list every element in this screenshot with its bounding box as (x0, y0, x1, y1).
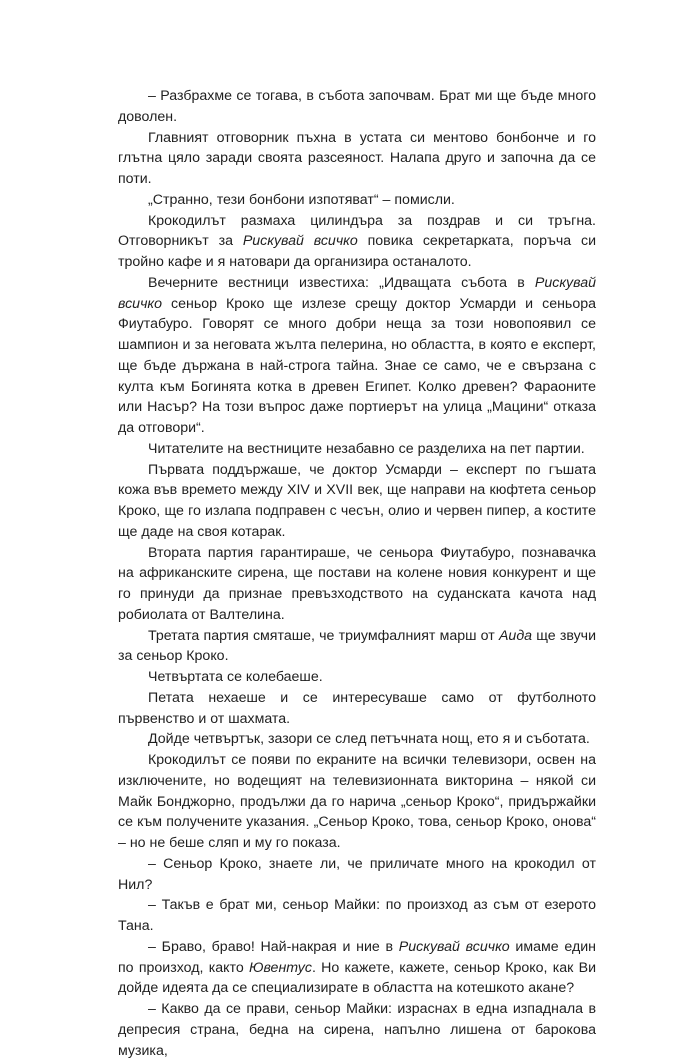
italic-title: Ювентус (248, 959, 312, 976)
paragraph (118, 460, 596, 543)
paragraph (118, 999, 596, 1061)
text-run: имаме един по произход, както (118, 938, 596, 976)
text-run: – Такъв е брат ми, сеньор Майки: по произход аз съм от езерото Тана. (118, 897, 596, 934)
italic-title: Аида (498, 627, 533, 644)
paragraph (118, 895, 596, 937)
paragraph (118, 128, 596, 190)
paragraph (118, 854, 596, 896)
italic-title: Рискувай всичко (242, 233, 358, 250)
text-run: ще звучи за сеньор Кроко. (118, 627, 596, 665)
paragraph (118, 543, 596, 626)
text-run: Първата поддържаше, че доктор Усмарди – експерт по гъшата кожа във времето между XIV и XVII век, ще направи на кюфтета сеньор Кроко, ще го излапа подправен с чесън, олио и червен пипер, а костите ще даде на своя котарак. (118, 461, 596, 540)
text-run: Дойде четвъртък, зазори се след петъчната нощ, ето я и съботата. (148, 731, 590, 748)
paragraph (118, 729, 596, 750)
text-run: Крокодилът се появи по екраните на всички телевизори, освен на изключените, но водещият на телевизионната викторина – някой си Майк Бонджорно, продължи да го нарича „сеньор Кроко“, придържайки се към получените указания. „Сеньор Кроко, това, сеньор Кроко, онова“ – но не беше сляп и му го показа. (118, 752, 596, 851)
paragraph (118, 190, 596, 211)
text-run: Третата партия смяташе, че триумфалният марш от (148, 627, 499, 644)
text-run: – Разбрахме се тогава, в събота започвам. Брат ми ще бъде много доволен. (118, 88, 596, 125)
paragraph (118, 86, 596, 128)
text-run: Крокодилът размаха цилиндъра за поздрав и си тръгна. Отговорникът за (118, 212, 596, 250)
text-run: Главният отговорник пъхна в устата си ментово бонбонче и го глътна цяло заради своята разсеяност. Налапа друго и започна да се поти. (118, 129, 596, 187)
text-run: Петата нехаеше и се интересуваше само от футболното първенство и от шахмата. (118, 689, 596, 727)
text-run: – Какво да се прави, сеньор Майки: израснах в една изпаднала в депресия страна, бедна на сирена, напълно лишена от барокова музика, (118, 1001, 596, 1059)
italic-title: Рискувай всичко (118, 274, 596, 312)
italic-title: Рискувай всичко (398, 938, 510, 955)
text-run: Вечерните вестници известиха: „Идващата събота в (148, 274, 535, 291)
body-text (118, 86, 596, 1061)
paragraph (118, 626, 596, 668)
paragraph (118, 211, 596, 273)
text-run: „Странно, тези бонбони изпотяват“ – помисли. (148, 191, 455, 208)
text-run: Втората партия гарантираше, че сеньора Фиутабуро, познавачка на африканските сирена, ще постави на колене новия конкурент и ще го принуди да признае превъзходството на суданската качота над робиолата от Валтелина. (118, 544, 596, 623)
paragraph (118, 439, 596, 460)
paragraph (118, 688, 596, 730)
text-run: Четвъртата се колебаеше. (148, 669, 323, 685)
paragraph (118, 750, 596, 854)
paragraph (118, 273, 596, 439)
text-run: Читателите на вестниците незабавно се разделиха на пет партии. (148, 440, 585, 457)
text-run: сеньор Кроко ще излезе срещу доктор Усмарди и сеньора Фиутабуро. Говорят се много добри неща за този новопоявил се шампион и за неговата жълта пелерина, но областта, в която е експерт, ще бъде държана в най-строга тайна. Знае се само, че е свързана с култа към Богинята котка в древен Египет. Колко древен? Фараоните или Насър? На този въпрос даже портиерът на улица „Мацини“ отказа да отговори“. (118, 295, 596, 436)
text-run: – Браво, браво! Най-накрая и ние в (148, 938, 399, 955)
paragraph (118, 937, 596, 999)
text-run: повика секретарката, поръча си тройно кафе и я натовари да организира останалото. (118, 233, 596, 270)
text-run: . Но кажете, кажете, сеньор Кроко, как Ви дойде идеята да се специализирате в областта на котешкото акане? (118, 959, 596, 997)
paragraph (118, 667, 596, 688)
text-run: – Сеньор Кроко, знаете ли, че приличате много на крокодил от Нил? (118, 855, 596, 893)
